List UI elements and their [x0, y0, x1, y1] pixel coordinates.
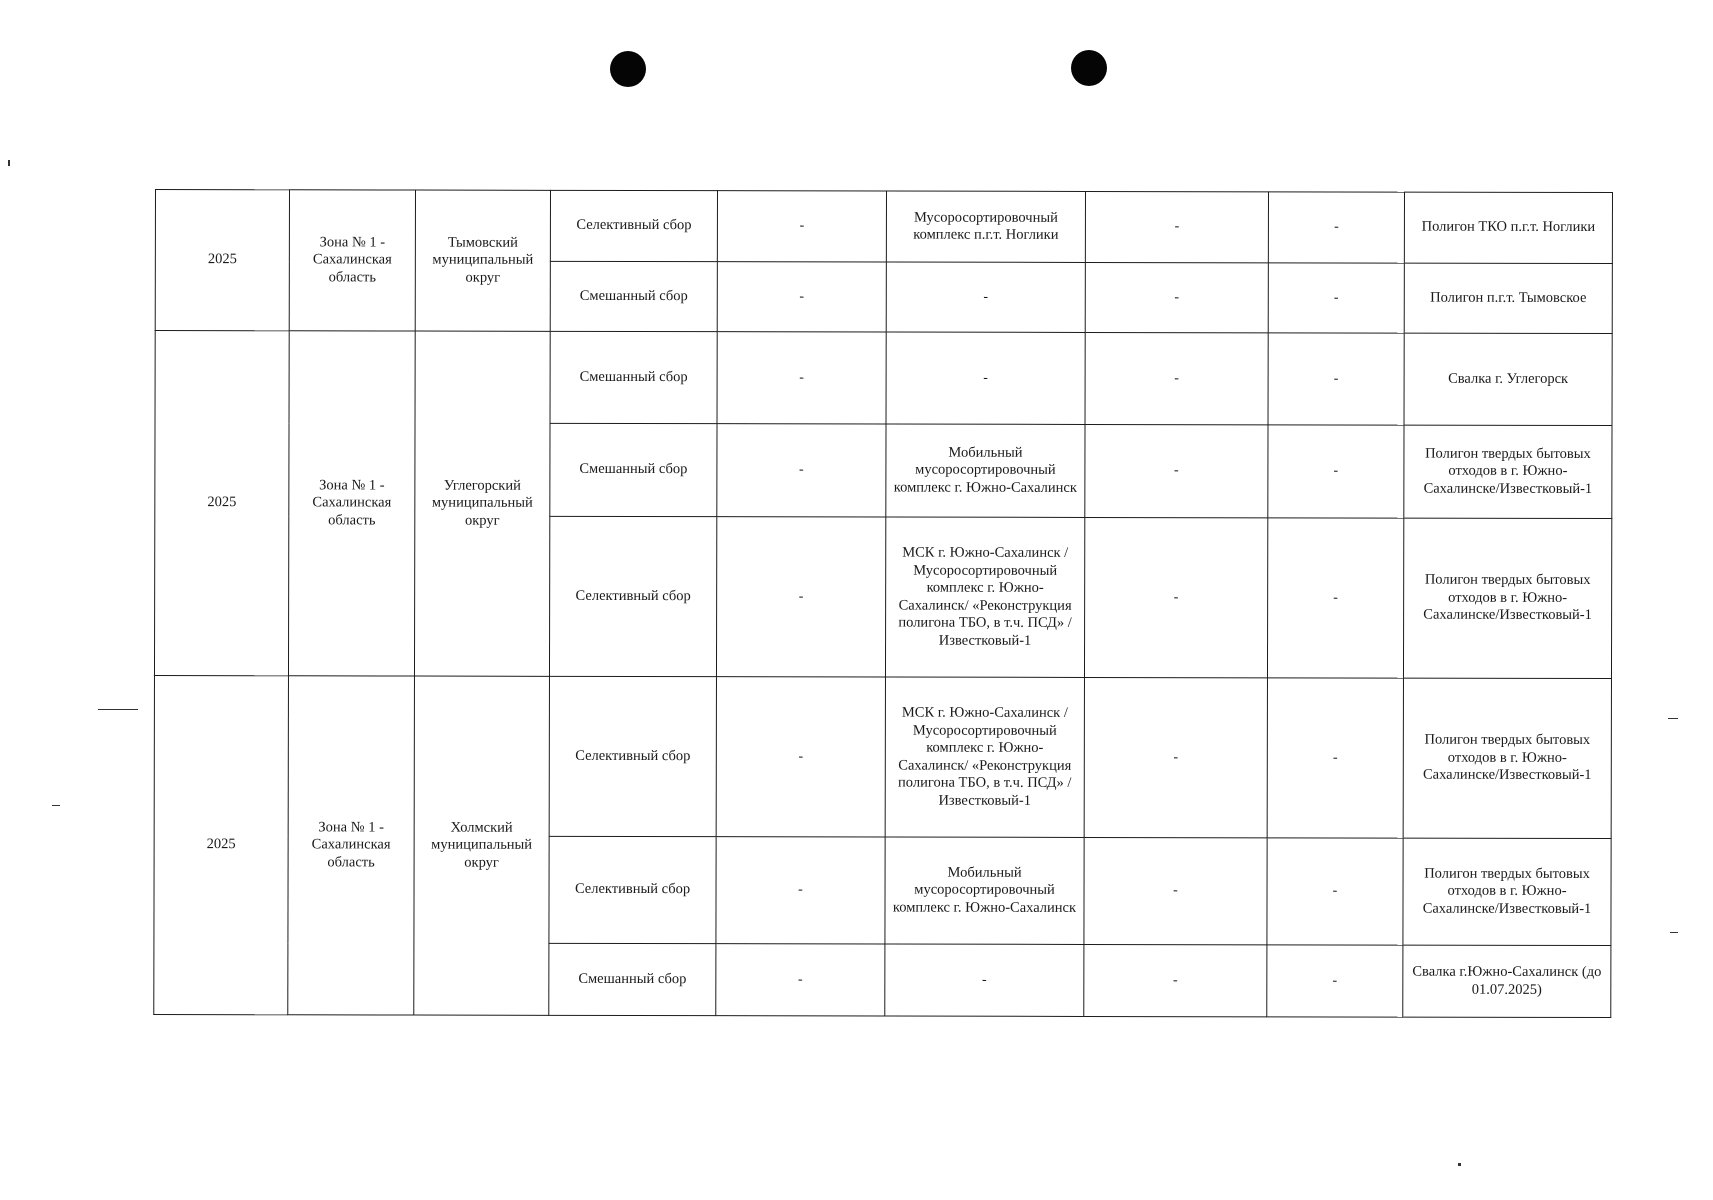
value-cell: - — [1084, 837, 1267, 944]
table-row — [155, 331, 1612, 426]
value-cell: - — [1267, 838, 1403, 945]
value-cell: - — [1084, 517, 1267, 677]
district-cell: Углегорский муниципальный округ — [414, 331, 550, 676]
sorting-facility-cell: Мобильный мусоросортировочный комплекс г. Южно-Сахалинск — [886, 424, 1085, 517]
collection-type-cell: Селективный сбор — [550, 190, 717, 261]
collection-type-cell: Смешанный сбор — [550, 261, 717, 331]
waste-management-table — [153, 189, 1613, 1018]
sorting-facility-cell: Мусоросортировочный комплекс п.г.т. Ноглики — [886, 191, 1085, 262]
collection-type-cell: Смешанный сбор — [549, 943, 716, 1015]
value-cell: - — [1268, 425, 1404, 518]
sorting-facility-cell: - — [885, 944, 1084, 1016]
value-cell: - — [1085, 424, 1268, 517]
collection-type-cell: Смешанный сбор — [550, 331, 717, 423]
year-cell: 2025 — [154, 331, 289, 676]
disposal-site-cell: Полигон твердых бытовых отходов в г. Южно-Сахалинске/Известковый-1 — [1403, 518, 1611, 678]
disposal-site-cell: Свалка г. Углегорск — [1404, 333, 1612, 425]
value-cell: - — [717, 191, 886, 262]
sorting-facility-cell: - — [886, 262, 1085, 332]
zone-cell: Зона № 1 - Сахалинская область — [289, 190, 415, 331]
collection-type-cell: Селективный сбор — [549, 676, 716, 836]
value-cell: - — [1268, 263, 1404, 333]
scan-speck — [52, 805, 60, 806]
value-cell: - — [1267, 945, 1403, 1017]
year-cell: 2025 — [155, 190, 289, 331]
sorting-facility-cell: МСК г. Южно-Сахалинск / Мусоросортировочный комплекс г. Южно-Сахалинск/ «Реконструкция полигона ТБО, в т.ч. ПСД» / Известковый-1 — [885, 517, 1084, 677]
disposal-site-cell: Полигон твердых бытовых отходов в г. Южно-Сахалинске/Известковый-1 — [1403, 838, 1611, 945]
collection-type-cell: Селективный сбор — [549, 516, 716, 676]
scan-speck — [1668, 718, 1678, 719]
district-cell: Холмский муниципальный округ — [414, 676, 550, 1015]
disposal-site-cell: Полигон твердых бытовых отходов в г. Южно-Сахалинске/Известковый-1 — [1404, 425, 1612, 518]
value-cell: - — [717, 424, 886, 517]
collection-type-cell: Смешанный сбор — [550, 423, 717, 516]
value-cell: - — [1268, 333, 1404, 425]
value-cell: - — [1267, 518, 1403, 678]
table-row — [155, 190, 1612, 264]
disposal-site-cell: Полигон твердых бытовых отходов в г. Южно-Сахалинске/Известковый-1 — [1403, 678, 1611, 838]
sorting-facility-cell: - — [886, 332, 1085, 424]
sorting-facility-cell: Мобильный мусоросортировочный комплекс г. Южно-Сахалинск — [885, 837, 1084, 944]
value-cell: - — [717, 262, 886, 332]
punch-hole — [1071, 50, 1107, 86]
scan-speck — [1670, 932, 1678, 933]
sorting-facility-cell: МСК г. Южно-Сахалинск / Мусоросортировочный комплекс г. Южно-Сахалинск/ «Реконструкция полигона ТБО, в т.ч. ПСД» / Известковый-1 — [885, 677, 1084, 837]
scan-speck — [8, 160, 10, 166]
collection-type-cell: Селективный сбор — [549, 836, 716, 943]
value-cell: - — [1267, 678, 1403, 838]
value-cell: - — [1085, 262, 1268, 332]
scan-speck — [1458, 1163, 1461, 1166]
value-cell: - — [1085, 191, 1268, 262]
zone-cell: Зона № 1 - Сахалинская область — [288, 676, 415, 1015]
disposal-site-cell: Свалка г.Южно-Сахалинск (до 01.07.2025) — [1403, 945, 1611, 1017]
value-cell: - — [1085, 332, 1268, 424]
value-cell: - — [1084, 677, 1267, 837]
table-body — [154, 190, 1613, 1018]
value-cell: - — [716, 677, 885, 837]
disposal-site-cell: Полигон п.г.т. Тымовское — [1404, 263, 1612, 333]
zone-cell: Зона № 1 - Сахалинская область — [288, 331, 415, 676]
value-cell: - — [716, 837, 885, 944]
punch-hole — [610, 51, 646, 87]
value-cell: - — [716, 517, 885, 677]
scan-speck — [98, 709, 138, 710]
value-cell: - — [717, 332, 886, 424]
value-cell: - — [1268, 192, 1404, 263]
district-cell: Тымовский муниципальный округ — [415, 190, 550, 331]
disposal-site-cell: Полигон ТКО п.г.т. Ноглики — [1404, 192, 1612, 263]
value-cell: - — [1084, 944, 1267, 1016]
year-cell: 2025 — [154, 676, 289, 1015]
value-cell: - — [716, 944, 885, 1016]
table-row — [154, 676, 1611, 839]
